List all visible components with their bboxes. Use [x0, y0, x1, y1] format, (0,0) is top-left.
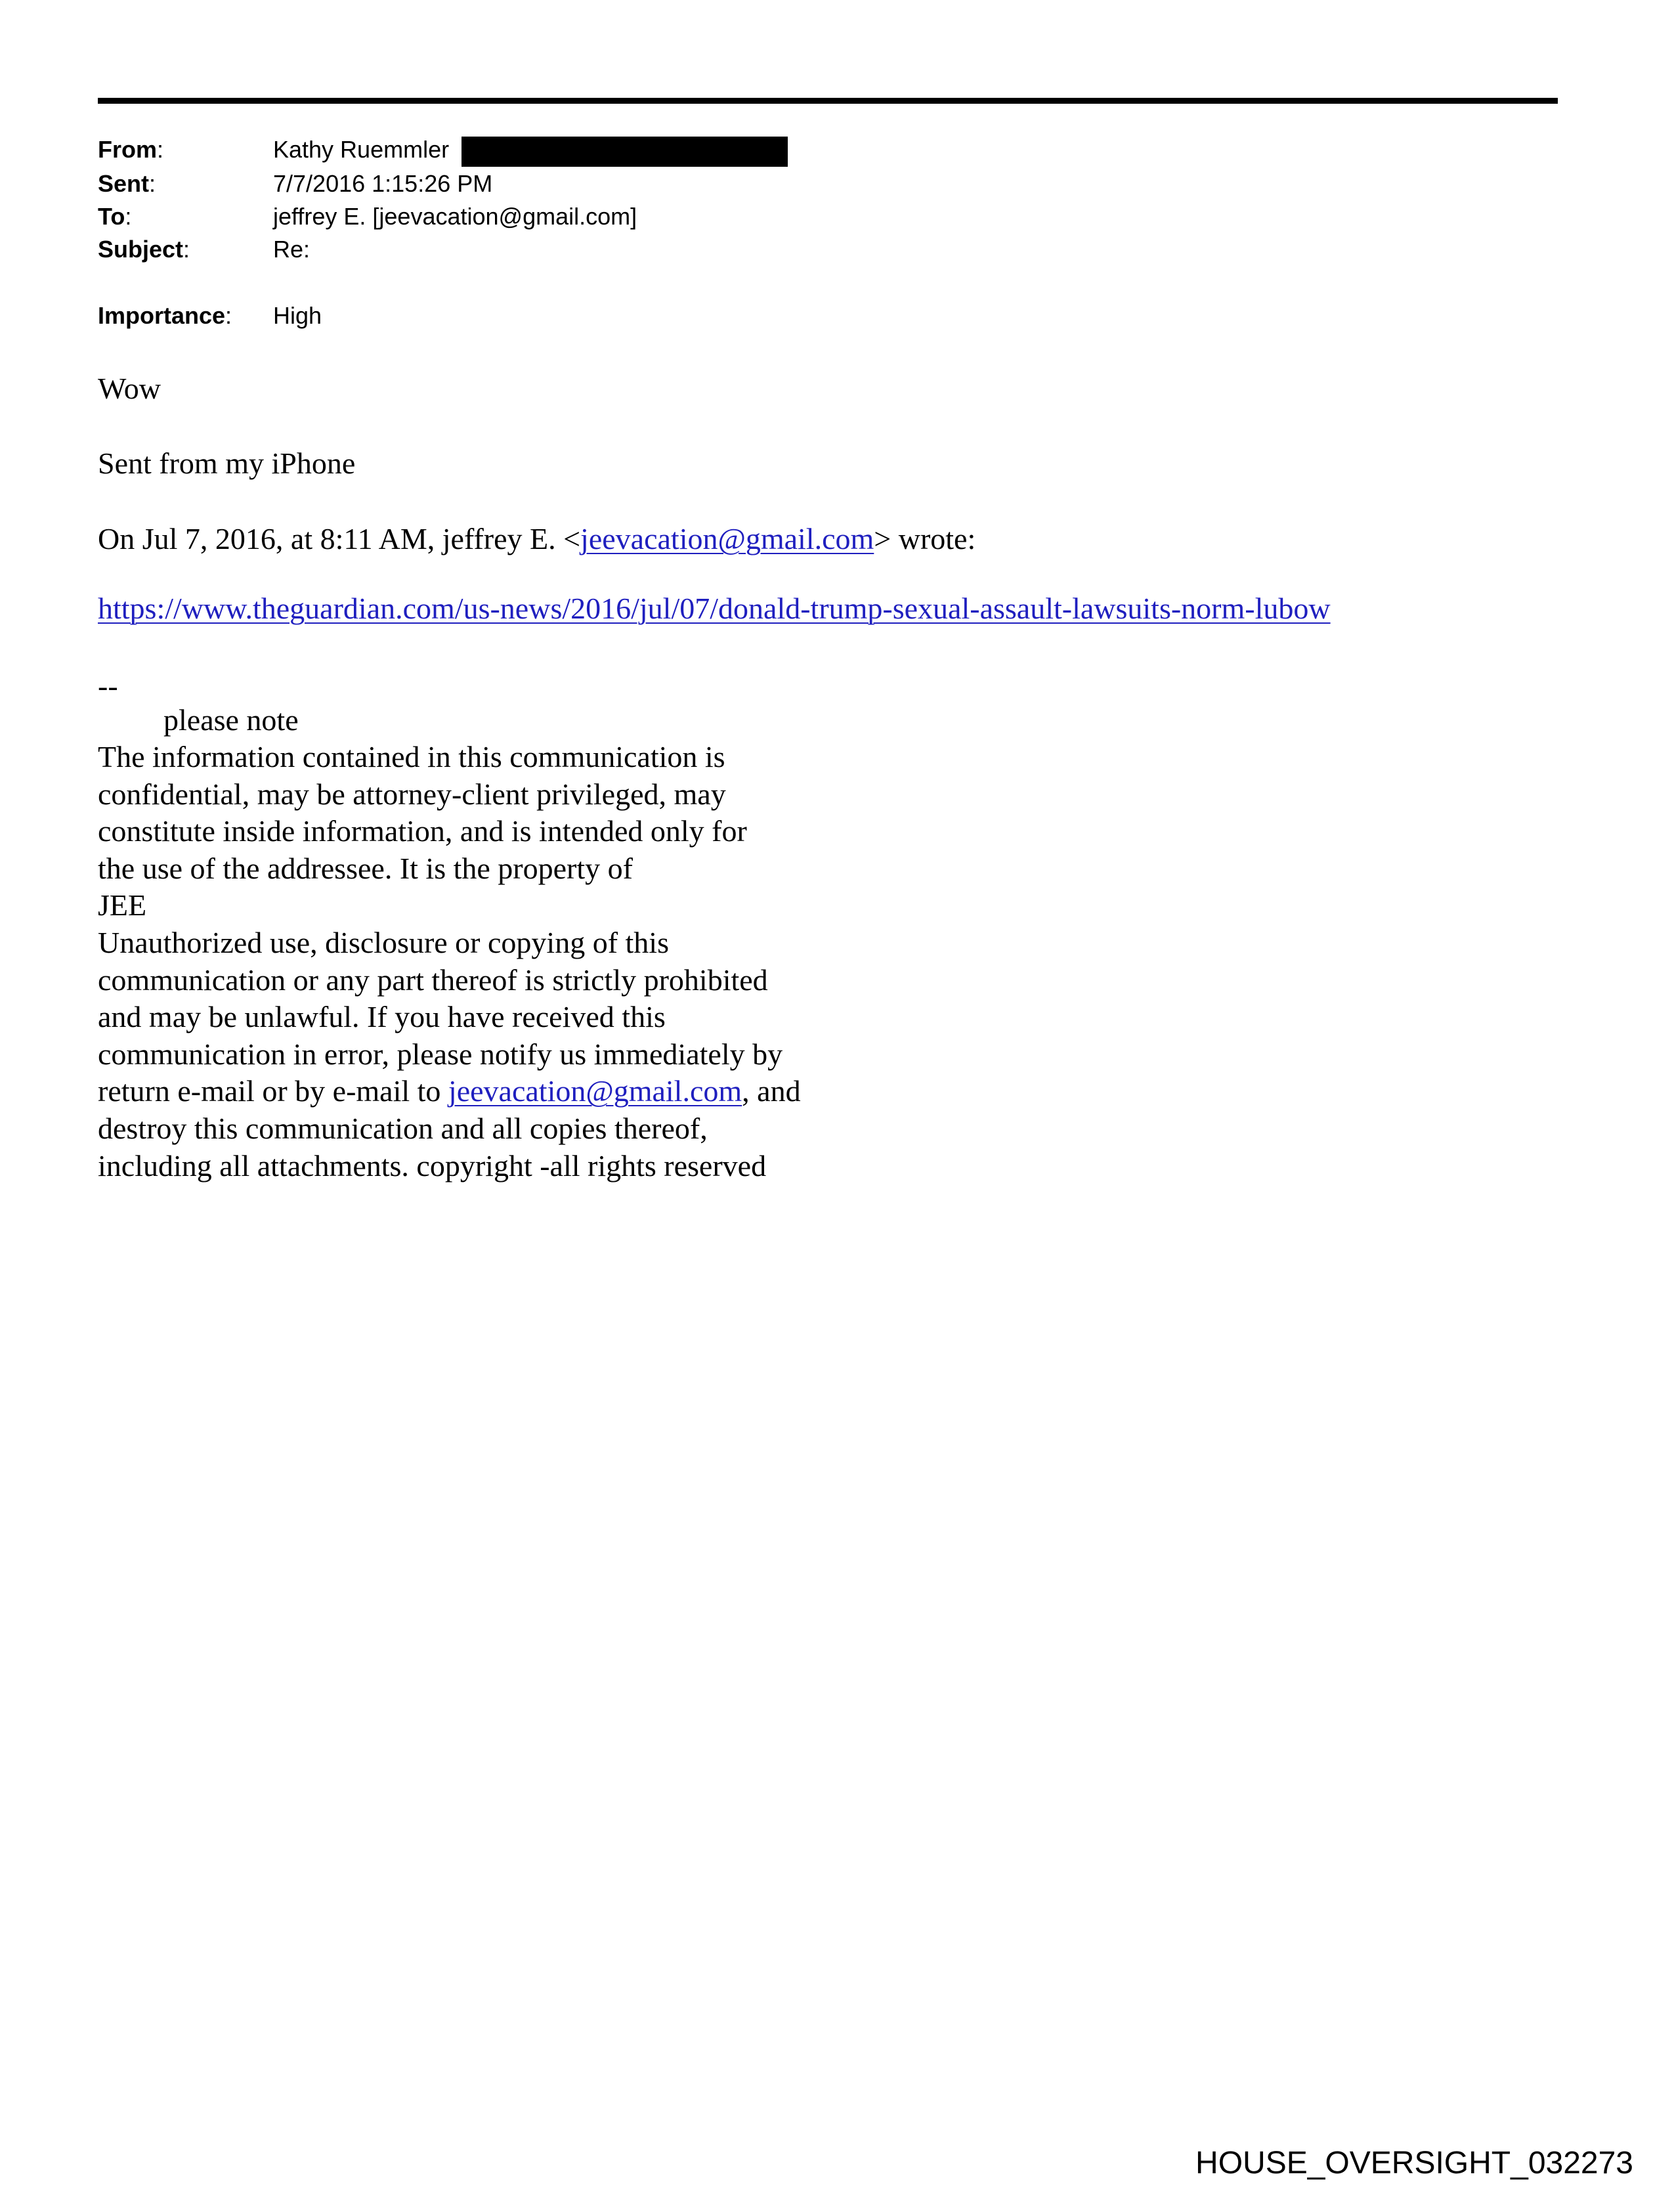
confidentiality-disclaimer: [98, 739, 801, 1184]
disclaimer-line: JEE: [98, 888, 147, 922]
mobile-signature: Sent from my iPhone: [98, 446, 356, 480]
disclaimer-email-link[interactable]: jeevacation@gmail.com: [448, 1074, 742, 1108]
to-label: To: [98, 203, 125, 230]
top-rule: [98, 98, 1558, 104]
sent-label: Sent: [98, 170, 150, 197]
from-value: Kathy Ruemmler: [273, 136, 450, 163]
disclaimer-line-suffix: , and: [742, 1074, 801, 1108]
signature-separator: --: [98, 669, 118, 703]
disclaimer-line: constitute inside information, and is intended only for: [98, 814, 747, 848]
disclaimer-line-prefix: return e-mail or by e-mail to: [98, 1074, 448, 1108]
quote-intro-suffix: > wrote:: [874, 522, 976, 555]
disclaimer-line: communication in error, please notify us immediately by: [98, 1037, 783, 1071]
disclaimer-line: Unauthorized use, disclosure or copying of this: [98, 925, 669, 959]
please-note: please note: [163, 703, 299, 737]
disclaimer-line: including all attachments. copyright -all rights reserved: [98, 1148, 767, 1182]
article-link[interactable]: https://www.theguardian.com/us-news/2016/jul/07/donald-trump-sexual-assault-lawsuits-norm-lubow: [98, 592, 1331, 625]
importance-value: High: [273, 302, 322, 329]
disclaimer-line: and may be unlawful. If you have received this: [98, 1000, 666, 1034]
disclaimer-line: communication or any part thereof is strictly prohibited: [98, 963, 768, 997]
article-link-row: [98, 590, 1331, 627]
redaction-box: [461, 137, 788, 167]
disclaimer-line: confidential, may be attorney-client privileged, may: [98, 777, 726, 811]
quote-intro-prefix: On Jul 7, 2016, at 8:11 AM, jeffrey E. <: [98, 522, 581, 555]
reply-text: Wow: [98, 372, 161, 405]
disclaimer-line: destroy this communication and all copies thereof,: [98, 1111, 708, 1145]
quote-intro: [98, 520, 976, 557]
disclaimer-line: the use of the addressee. It is the property of: [98, 851, 633, 885]
to-value: jeffrey E. [jeevacation@gmail.com]: [273, 203, 637, 230]
bates-number: HOUSE_OVERSIGHT_032273: [1195, 2146, 1633, 2180]
from-label: From: [98, 136, 157, 163]
importance-label: Importance: [98, 302, 226, 329]
disclaimer-line: The information contained in this communication is: [98, 740, 725, 773]
subject-value: Re:: [273, 236, 311, 263]
quote-email-link[interactable]: jeevacation@gmail.com: [580, 522, 874, 555]
disclaimer-line: [98, 1073, 801, 1110]
sent-value: 7/7/2016 1:15:26 PM: [273, 170, 493, 197]
subject-label: Subject: [98, 236, 184, 263]
